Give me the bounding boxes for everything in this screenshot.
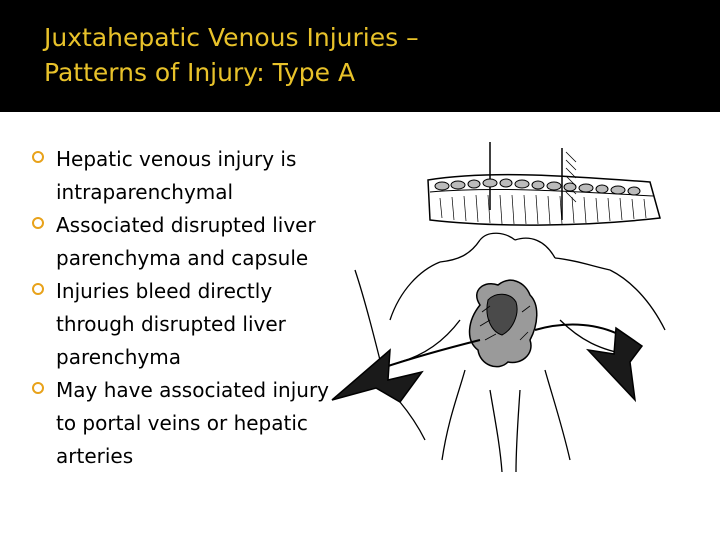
liver-injury-illustration bbox=[330, 140, 690, 480]
slide-title bbox=[44, 20, 684, 90]
diaphragm-band-drawing bbox=[428, 175, 660, 225]
title-bar bbox=[0, 0, 720, 112]
title-line-1: Juxtahepatic Venous Injuries – bbox=[44, 23, 419, 52]
bullet-item bbox=[30, 374, 340, 473]
bullet-text: Injuries bleed directly through disrupted liver parenchyma bbox=[56, 279, 286, 369]
bullet-ring-icon bbox=[32, 382, 44, 394]
bullet-ring-icon bbox=[32, 217, 44, 229]
title-line-2: Patterns of Injury: Type A bbox=[44, 58, 356, 87]
bullet-ring-icon bbox=[32, 151, 44, 163]
injury-site-drawing bbox=[470, 280, 537, 366]
bullet-list bbox=[30, 143, 340, 473]
bullet-item bbox=[30, 143, 340, 209]
bullet-item bbox=[30, 209, 340, 275]
bullet-text: May have associated injury to portal veins or hepatic arteries bbox=[56, 378, 329, 468]
bullet-text: Hepatic venous injury is intraparenchymal bbox=[56, 147, 297, 204]
bullet-ring-icon bbox=[32, 283, 44, 295]
bullet-item bbox=[30, 275, 340, 374]
bullet-text: Associated disrupted liver parenchyma and capsule bbox=[56, 213, 316, 270]
